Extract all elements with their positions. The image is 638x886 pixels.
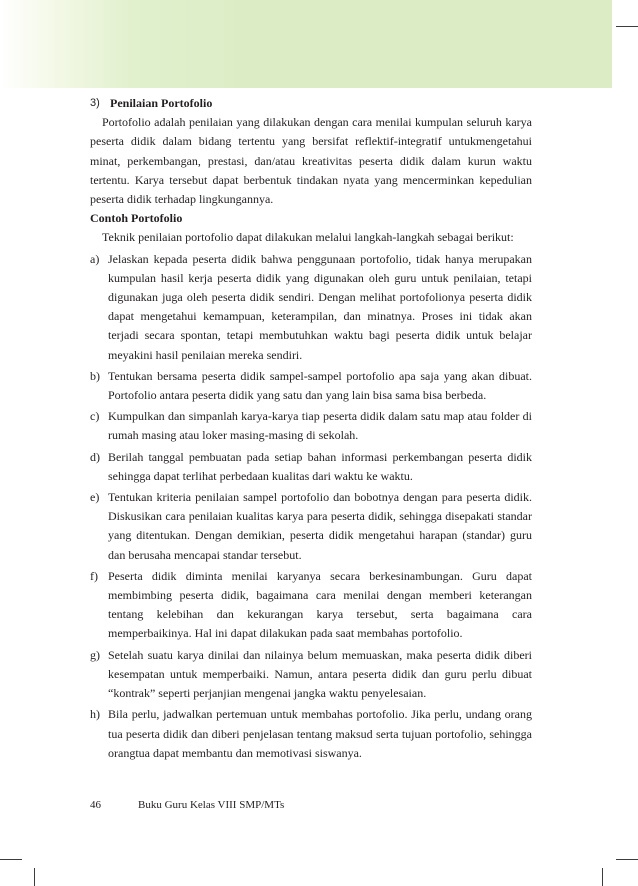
list-item [90,705,532,763]
list-marker: h) [90,707,100,722]
example-heading: Contoh Portofolio [90,211,183,226]
list-item [90,407,532,445]
crop-mark [616,26,638,27]
book-title: Buku Guru Kelas VIII SMP/MTs [138,799,285,811]
list-marker: d) [90,449,100,464]
list-item [90,646,532,704]
list-item-text: Tentukan bersama peserta didik sampel-sampel portofolio apa saja yang akan dibuat. Portofolio antara peserta didik yang satu dan yang lain bisa sama bisa berbeda. [108,368,532,403]
list-item [90,367,532,405]
list-item-text: Jelaskan kepada peserta didik bahwa penggunaan portofolio, tidak hanya merupakan kumpulan hasil kerja peserta didik yang digunakan oleh guru untuk penilaian, tetapi digunakan juga oleh peserta didik sendiri. Dengan melihat portofolionya peserta didik dapat mengetahui kemampuan, keterampilan, dan minatnya. Proses ini tidak akan terjadi secara spontan, tetapi membutuhkan waktu bagi peserta didik untuk belajar meyakini hasil penilaian mereka sendiri. [108,251,532,362]
list-marker: c) [90,409,100,424]
header-band [0,0,612,88]
list-marker: e) [90,490,100,505]
list-item-text: Tentukan kriteria penilaian sampel portofolio dan bobotnya dengan para peserta didik. Diskusikan cara penilaian kualitas karya para peserta didik, sehingga disepakati standar yang ditentukan. Dengan demikian, peserta didik mengetahui harapan (standar) guru dan berusaha mencapai standar tersebut. [108,490,532,562]
section-title: Penilaian Portofolio [110,96,213,110]
steps-list [90,250,532,763]
list-item-text: Bila perlu, jadwalkan pertemuan untuk membahas portofolio. Jika perlu, undang orang tua peserta didik dan diberi penjelasan tentang maksud serta tujuan portofolio, sehingga orangtua dapat membantu dan memotivasi siswanya. [108,707,532,760]
list-item [90,250,532,365]
list-item [90,448,532,486]
list-marker: a) [90,251,100,266]
crop-mark [34,868,35,886]
list-item [90,488,532,565]
page-content [90,94,532,763]
crop-mark [616,859,638,860]
list-marker: b) [90,368,100,383]
page-footer [90,799,284,811]
page-number: 46 [90,799,101,811]
crop-mark [602,868,603,886]
list-item [90,567,532,644]
example-intro: Teknik penilaian portofolio dapat dilakukan melalui langkah-langkah sebagai berikut: [102,230,514,245]
list-item-text: Setelah suatu karya dinilai dan nilainya belum memuaskan, maka peserta didik diberi kesempatan untuk memperbaiki. Namun, antara peserta didik dan guru perlu dibuat “kontrak” seperti perjanjian mengenai jangka waktu penyelesaian. [108,647,532,701]
list-item-text: Berilah tanggal pembuatan pada setiap bahan informasi perkembangan peserta didik sehingga dapat terlihat perbedaan kualitas dari waktu ke waktu. [108,449,532,483]
list-marker: g) [90,647,100,662]
list-marker: f) [90,568,98,583]
crop-mark [0,859,22,860]
section-heading [90,94,532,113]
section-intro: Portofolio adalah penilaian yang dilakukan dengan cara menilai kumpulan seluruh karya peserta didik dalam bidang tertentu yang bersifat reflektif-integratif untukmengetahui minat, perkembangan, prestasi, dan/atau kreativitas peserta didik dalam kurun waktu tertentu. Karya tersebut dapat berbentuk tindakan nyata yang mencerminkan kepedulian peserta didik terhadap lingkungannya. [90,115,532,207]
list-item-text: Kumpulkan dan simpanlah karya-karya tiap peserta didik dalam satu map atau folder di rumah masing atau loker masing-masing di sekolah. [108,409,532,443]
section-number: 3) [90,97,100,109]
list-item-text: Peserta didik diminta menilai karyanya secara berkesinambungan. Guru dapat membimbing peserta didik, bagaimana cara menilai dengan memberi keterangan tentang kelebihan dan kekurangan karya tersebut, serta bagaimana cara memperbaikinya. Hal ini dapat dilakukan pada saat membahas portofolio. [108,568,532,641]
